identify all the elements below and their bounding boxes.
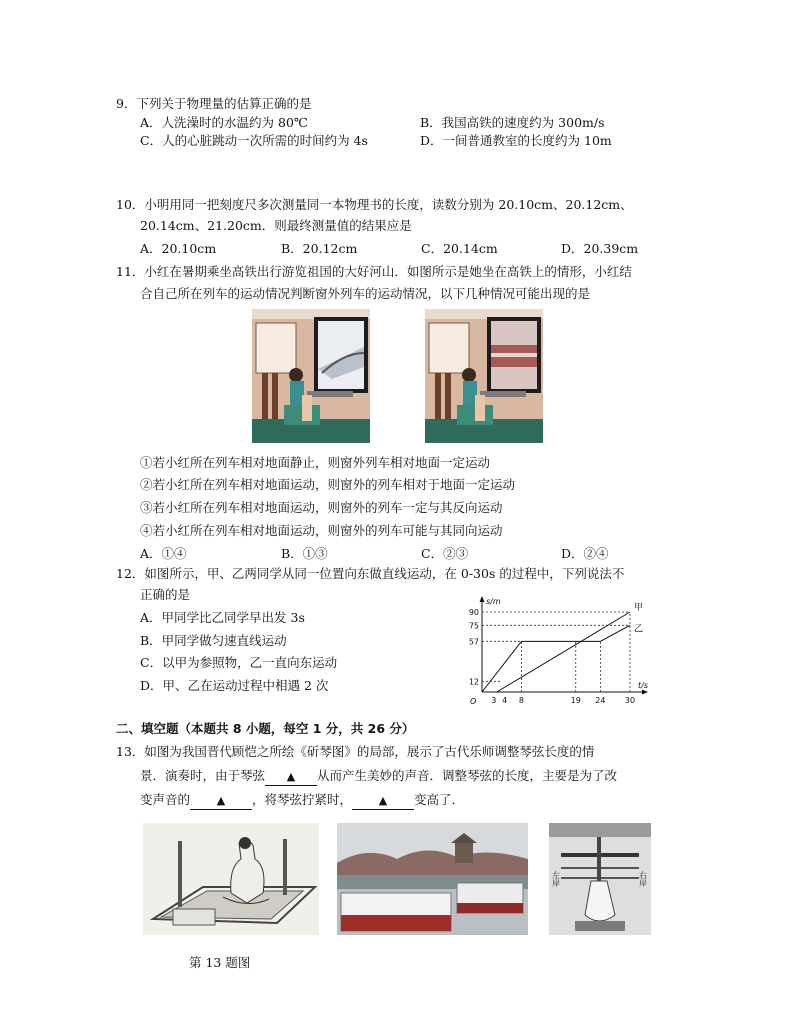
x-tick-label: 4	[502, 696, 508, 705]
train-illustration-2	[425, 309, 543, 443]
q9-option-a: A．人洗澡时的水温约为 80℃	[140, 115, 308, 130]
q13-blank-1[interactable]	[265, 768, 317, 786]
q10-option-a: A．20.10cm	[140, 241, 217, 256]
q11-option-c: C．②③	[421, 546, 469, 561]
q13-blank-2[interactable]	[190, 792, 252, 810]
q12-stem-line1: 12．如图所示，甲、乙两同学从同一位置向东做直线运动，在 0-30s 的过程中，下列说法不	[116, 566, 625, 581]
x-axis-label: t/s	[638, 681, 648, 690]
section-2-title: 二、填空题（本题共 8 小题，每空 1 分，共 26 分）	[116, 721, 415, 736]
origin-label: O	[470, 697, 477, 706]
series-label-2: 乙	[634, 624, 644, 635]
series-line-2	[482, 625, 630, 692]
river-boats-photo	[337, 823, 528, 935]
q11-statement-3: ③若小红所在列车相对地面运动，则窗外的列车一定与其反向运动	[140, 500, 503, 515]
q10-stem-line2: 20.14cm、21.20cm．则最终测量值的结果应是	[140, 218, 412, 233]
q13-blank-1-mark: ▲	[286, 770, 296, 783]
y-axis-label: s/m	[486, 597, 501, 606]
q13-line1: 13．如图为我国晋代顾恺之所绘《斫琴图》的局部，展示了古代乐师调整琴弦长度的情	[116, 744, 595, 759]
apparatus-photo	[549, 823, 651, 935]
x-tick-label: 3	[491, 696, 497, 705]
q11-option-b: B．①③	[281, 546, 328, 561]
zhuoqin-painting-image	[143, 823, 319, 935]
q13-line3-text-c: 变高了．	[414, 792, 465, 807]
q10-stem-line1: 10．小明用同一把刻度尺多次测量同一本物理书的长度，读数分别为 20.10cm、20.12cm、	[116, 197, 633, 212]
q10-option-c: C．20.14cm	[421, 241, 498, 256]
q13-line2-text-b: 从而产生美妙的声音．调整琴弦的长度，主要是为了改	[317, 768, 618, 783]
q11-stem-line1: 11．小红在暑期乘坐高铁出行游览祖国的大好河山．如图所示是她坐在高铁上的情形，小红结	[116, 264, 632, 279]
q13-line3-text-a: 变声音的	[140, 792, 191, 807]
series-label-1: 甲	[634, 603, 644, 613]
distance-time-chart	[458, 592, 658, 708]
q13-figure-caption: 第 13 题图	[189, 955, 251, 970]
left-bank-label: 左岸	[551, 871, 561, 887]
q10-option-d: D．20.39cm	[561, 241, 639, 256]
q13-blank-3[interactable]	[352, 792, 414, 810]
q11-statement-2: ②若小红所在列车相对地面运动，则窗外的列车相对于地面一定运动	[140, 477, 516, 492]
q11-statement-4: ④若小红所在列车相对地面运动，则窗外的列车可能与其同向运动	[140, 523, 503, 538]
q11-statement-1: ①若小红所在列车相对地面静止，则窗外列车相对地面一定运动	[140, 455, 491, 470]
x-tick-label: 30	[624, 696, 636, 705]
q13-line2-text-a: 景．演奏时，由于琴弦	[140, 768, 266, 783]
q13-line3	[140, 792, 464, 810]
q12-option-b: B．甲同学做匀速直线运动	[140, 633, 287, 648]
q9-stem: 9．下列关于物理量的估算正确的是	[116, 96, 312, 111]
right-bank-label: 右岸	[638, 871, 648, 887]
y-tick-label: 75	[468, 621, 479, 631]
q11-stem-line2: 合自己所在列车的运动情况判断窗外列车的运动情况，以下几种情况可能出现的是	[140, 286, 591, 301]
x-tick-label: 8	[518, 696, 525, 705]
q12-option-a: A．甲同学比乙同学早出发 3s	[140, 610, 305, 625]
q9-option-d: D．一间普通教室的长度约为 10m	[420, 133, 612, 148]
x-axis-arrow	[642, 690, 648, 695]
y-tick-label: 90	[468, 608, 479, 617]
y-tick-label: 57	[468, 637, 479, 647]
x-tick-label: 19	[570, 696, 581, 705]
q9-option-c: C．人的心脏跳动一次所需的时间约为 4s	[140, 133, 368, 148]
q10-option-b: B．20.12cm	[281, 241, 358, 256]
q12-option-c: C．以甲为参照物，乙一直向东运动	[140, 655, 338, 670]
q11-option-a: A．①④	[140, 546, 187, 561]
q9-option-b: B．我国高铁的速度约为 300m/s	[420, 115, 605, 130]
q13-line2	[140, 768, 617, 786]
q13-blank-2-mark: ▲	[216, 794, 226, 807]
q12-option-d: D．甲、乙在运动过程中相遇 2 次	[140, 678, 329, 693]
q11-option-d: D．②④	[561, 546, 609, 561]
q12-stem-line2: 正确的是	[140, 587, 191, 602]
series-line-1	[497, 612, 630, 692]
q13-line3-text-b: ，将琴弦拧紧时，	[252, 792, 353, 807]
x-tick-label: 24	[595, 696, 606, 705]
train-illustration-1	[252, 309, 370, 443]
y-axis-arrow	[480, 596, 485, 602]
q13-blank-3-mark: ▲	[378, 794, 388, 807]
y-tick-label: 12	[468, 677, 479, 687]
